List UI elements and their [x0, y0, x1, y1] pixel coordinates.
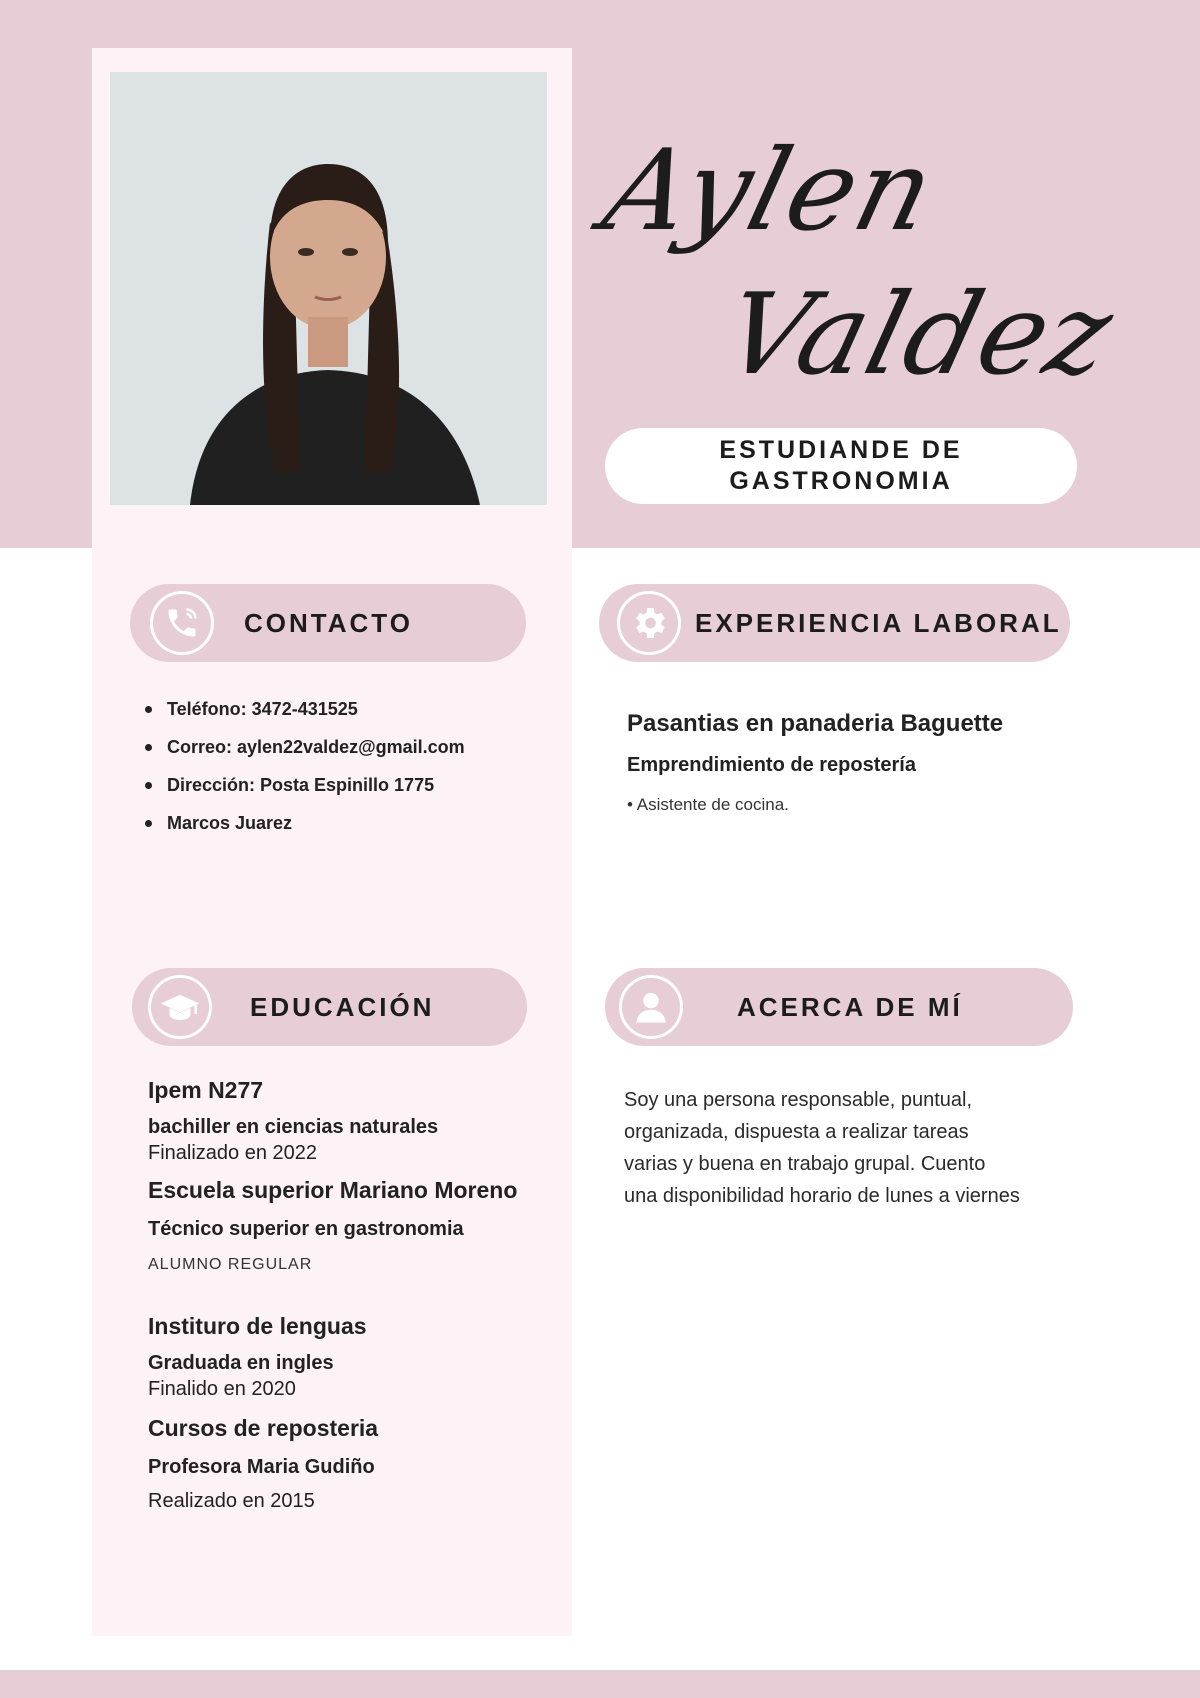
education-status: Realizado en 2015 — [148, 1490, 315, 1512]
contact-city: Marcos Juarez — [140, 804, 465, 842]
contact-list — [140, 690, 465, 842]
contact-heading: CONTACTO — [244, 607, 413, 638]
graduation-cap-icon — [148, 975, 212, 1039]
education-entry — [148, 1312, 558, 1402]
experience-bullet: • Asistente de cocina. — [627, 795, 789, 814]
experience-heading: EXPERIENCIA LABORAL — [695, 607, 1062, 638]
contact-phone: Teléfono: 3472-431525 — [140, 690, 465, 728]
education-degree: Técnico superior en gastronomia — [148, 1218, 464, 1240]
contact-heading-pill — [130, 584, 526, 662]
education-school: Ipem N277 — [148, 1077, 264, 1103]
name-heading — [591, 120, 1127, 430]
experience-role: Emprendimiento de repostería — [627, 754, 916, 776]
experience-heading-pill — [599, 584, 1070, 662]
contact-email[interactable]: Correo: aylen22valdez@gmail.com — [140, 728, 465, 766]
about-heading-pill — [605, 968, 1073, 1046]
education-school: Instituro de lenguas — [148, 1313, 367, 1339]
education-heading-pill — [132, 968, 527, 1046]
education-status: Finalizado en 2022 — [148, 1142, 318, 1164]
education-entry — [148, 1176, 558, 1274]
education-school: Cursos de reposteria — [148, 1415, 379, 1441]
footer-band — [0, 1670, 1200, 1698]
user-icon — [619, 975, 683, 1039]
phone-icon — [150, 591, 214, 655]
job-title-pill — [605, 428, 1077, 504]
profile-photo — [110, 72, 547, 505]
education-entry — [148, 1414, 558, 1514]
job-title: ESTUDIANDE DE GASTRONOMIA — [719, 436, 963, 495]
experience-section — [627, 710, 1097, 818]
experience-place: Pasantias en panaderia Baguette — [627, 710, 1004, 737]
gear-icon — [617, 591, 681, 655]
education-entry — [148, 1076, 558, 1166]
education-degree: Profesora Maria Gudiño — [148, 1456, 375, 1478]
education-section — [148, 1076, 558, 1514]
education-degree: Graduada en ingles — [148, 1352, 334, 1374]
education-heading: EDUCACIÓN — [250, 991, 435, 1022]
education-school: Escuela superior Mariano Moreno — [148, 1177, 518, 1203]
about-text: Soy una persona responsable, puntual, organizada, dispuesta a realizar tareas varias y buena en trabajo grupal. Cuento una disponibilidad horario de lunes a viernes — [624, 1089, 1020, 1207]
education-status: ALUMNO REGULAR — [148, 1256, 313, 1273]
education-status: Finalido en 2020 — [148, 1378, 296, 1400]
contact-address: Dirección: Posta Espinillo 1775 — [140, 766, 465, 804]
education-degree: bachiller en ciencias naturales — [148, 1116, 439, 1138]
first-name: Aylen — [591, 126, 949, 256]
about-heading: ACERCA DE MÍ — [737, 991, 963, 1022]
last-name: Valdez — [711, 270, 1127, 400]
